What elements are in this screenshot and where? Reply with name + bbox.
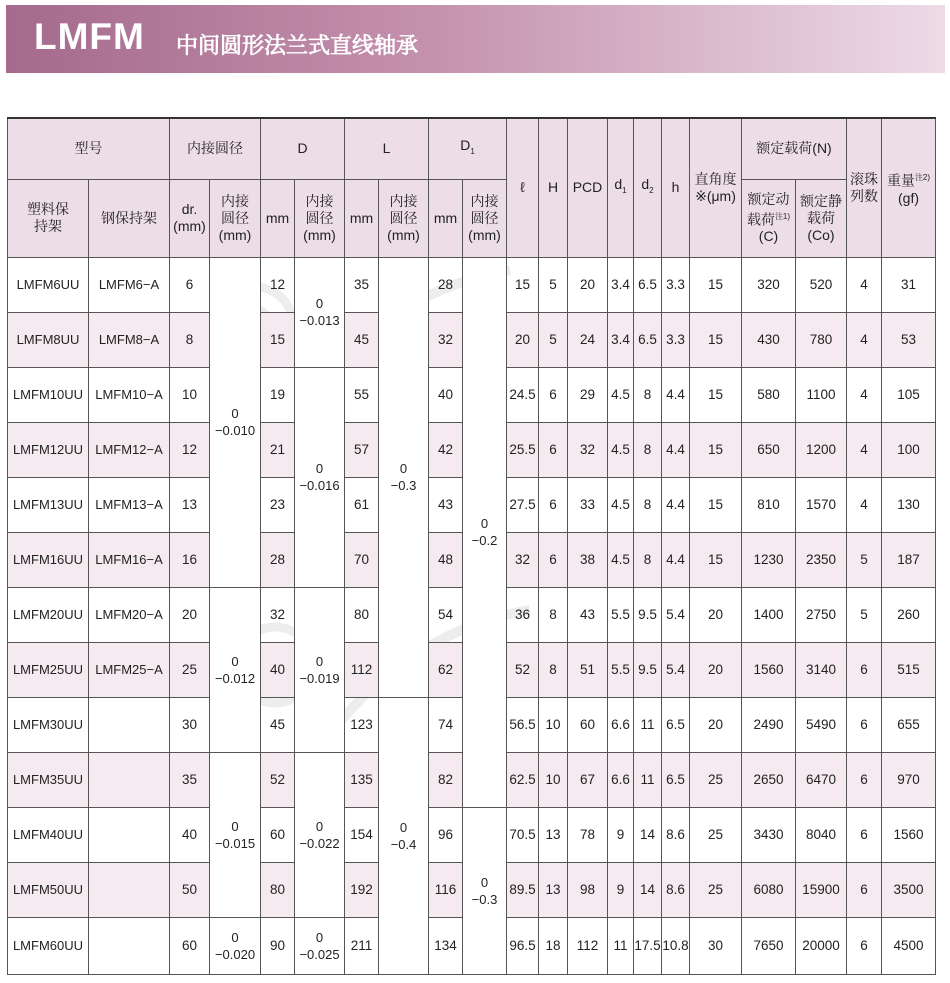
cell-d2: 9.5 — [634, 642, 662, 697]
header-h: h — [662, 118, 690, 257]
cell-static-load: 8040 — [796, 807, 847, 862]
cell-perpendicularity: 15 — [690, 312, 742, 367]
cell-dr-tolerance: 0 −0.012 — [210, 587, 261, 752]
cell-perpendicularity: 25 — [690, 807, 742, 862]
cell-dynamic-load: 3430 — [742, 807, 796, 862]
cell-plastic: LMFM60UU — [8, 917, 89, 974]
cell-h: 8.6 — [662, 862, 690, 917]
cell-dr: 50 — [170, 862, 210, 917]
cell-L-tolerance: 0 −0.3 — [379, 257, 429, 697]
cell-dr: 6 — [170, 257, 210, 312]
cell-dr: 20 — [170, 587, 210, 642]
cell-dr: 8 — [170, 312, 210, 367]
cell-perpendicularity: 15 — [690, 477, 742, 532]
cell-h: 3.3 — [662, 257, 690, 312]
cell-plastic: LMFM10UU — [8, 367, 89, 422]
header-dr-tolerance: 内接 圆径 (mm) — [210, 179, 261, 257]
cell-ell: 25.5 — [507, 422, 539, 477]
cell-D: 32 — [261, 587, 295, 642]
cell-PCD: 98 — [568, 862, 608, 917]
cell-d1: 6.6 — [608, 752, 634, 807]
cell-steel: LMFM20−A — [89, 587, 170, 642]
cell-d1: 11 — [608, 917, 634, 974]
cell-H: 6 — [539, 422, 568, 477]
header-d2: $d_2$ — [634, 118, 662, 257]
cell-static-load: 1200 — [796, 422, 847, 477]
cell-H: 10 — [539, 697, 568, 752]
cell-d2: 11 — [634, 697, 662, 752]
cell-ball-rows: 6 — [847, 807, 882, 862]
cell-D1: 96 — [429, 807, 463, 862]
cell-PCD: 33 — [568, 477, 608, 532]
cell-weight: 105 — [882, 367, 936, 422]
cell-D: 45 — [261, 697, 295, 752]
cell-D1-tolerance: 0 −0.2 — [463, 257, 507, 807]
cell-D: 28 — [261, 532, 295, 587]
header-D1: $D_1$ — [429, 118, 507, 179]
cell-weight: 3500 — [882, 862, 936, 917]
cell-H: 5 — [539, 257, 568, 312]
cell-PCD: 20 — [568, 257, 608, 312]
cell-weight: 100 — [882, 422, 936, 477]
cell-static-load: 2750 — [796, 587, 847, 642]
cell-plastic: LMFM16UU — [8, 532, 89, 587]
cell-h: 5.4 — [662, 587, 690, 642]
cell-dynamic-load: 1400 — [742, 587, 796, 642]
cell-dr-tolerance: 0 −0.010 — [210, 257, 261, 587]
cell-perpendicularity: 20 — [690, 587, 742, 642]
product-name: 中间圆形法兰式直线轴承 — [176, 34, 419, 59]
cell-d2: 9.5 — [634, 587, 662, 642]
cell-plastic: LMFM6UU — [8, 257, 89, 312]
cell-dynamic-load: 7650 — [742, 917, 796, 974]
cell-H: 10 — [539, 752, 568, 807]
cell-D: 60 — [261, 807, 295, 862]
cell-plastic: LMFM35UU — [8, 752, 89, 807]
cell-weight: 4500 — [882, 917, 936, 974]
cell-ball-rows: 4 — [847, 367, 882, 422]
cell-dynamic-load: 6080 — [742, 862, 796, 917]
cell-L: 211 — [345, 917, 379, 974]
cell-d1: 4.5 — [608, 477, 634, 532]
cell-L: 35 — [345, 257, 379, 312]
cell-weight: 31 — [882, 257, 936, 312]
cell-d2: 8 — [634, 367, 662, 422]
cell-L: 80 — [345, 587, 379, 642]
cell-weight: 515 — [882, 642, 936, 697]
cell-dynamic-load: 650 — [742, 422, 796, 477]
header-inscribed-diameter: 内接圆径 — [170, 118, 261, 179]
header-ball-rows: 滚珠 列数 — [847, 118, 882, 257]
cell-PCD: 51 — [568, 642, 608, 697]
cell-dr: 30 — [170, 697, 210, 752]
cell-h: 5.4 — [662, 642, 690, 697]
cell-L: 70 — [345, 532, 379, 587]
header-dynamic-load: 额定动 载荷$^{注1)}$ (C) — [742, 179, 796, 257]
cell-d1: 4.5 — [608, 532, 634, 587]
cell-steel: LMFM13−A — [89, 477, 170, 532]
cell-dynamic-load: 320 — [742, 257, 796, 312]
cell-ball-rows: 6 — [847, 642, 882, 697]
cell-plastic: LMFM25UU — [8, 642, 89, 697]
cell-d1: 4.5 — [608, 367, 634, 422]
cell-ball-rows: 6 — [847, 697, 882, 752]
header-d1: $d_1$ — [608, 118, 634, 257]
cell-L: 55 — [345, 367, 379, 422]
cell-L: 45 — [345, 312, 379, 367]
cell-weight: 655 — [882, 697, 936, 752]
cell-d2: 11 — [634, 752, 662, 807]
cell-ball-rows: 6 — [847, 752, 882, 807]
table-row — [8, 257, 936, 312]
header-static-load: 额定静 载荷 (Co) — [796, 179, 847, 257]
cell-H: 18 — [539, 917, 568, 974]
cell-ell: 62.5 — [507, 752, 539, 807]
cell-D-tolerance: 0 −0.016 — [295, 367, 345, 587]
cell-ell: 56.5 — [507, 697, 539, 752]
cell-H: 8 — [539, 587, 568, 642]
cell-D: 90 — [261, 917, 295, 974]
cell-static-load: 3140 — [796, 642, 847, 697]
cell-D: 21 — [261, 422, 295, 477]
cell-h: 6.5 — [662, 697, 690, 752]
cell-perpendicularity: 25 — [690, 862, 742, 917]
cell-steel — [89, 807, 170, 862]
cell-L: 154 — [345, 807, 379, 862]
cell-dr: 25 — [170, 642, 210, 697]
cell-steel — [89, 697, 170, 752]
cell-ball-rows: 5 — [847, 587, 882, 642]
cell-steel: LMFM12−A — [89, 422, 170, 477]
cell-D1: 134 — [429, 917, 463, 974]
cell-D-tolerance: 0 −0.025 — [295, 917, 345, 974]
cell-L: 123 — [345, 697, 379, 752]
cell-H: 6 — [539, 532, 568, 587]
cell-D: 80 — [261, 862, 295, 917]
cell-d1: 4.5 — [608, 422, 634, 477]
cell-h: 10.8 — [662, 917, 690, 974]
cell-d2: 8 — [634, 422, 662, 477]
spec-table — [7, 117, 936, 975]
cell-dr: 13 — [170, 477, 210, 532]
cell-D1: 62 — [429, 642, 463, 697]
cell-ball-rows: 4 — [847, 257, 882, 312]
cell-plastic: LMFM8UU — [8, 312, 89, 367]
cell-d1: 5.5 — [608, 642, 634, 697]
cell-d2: 17.5 — [634, 917, 662, 974]
cell-D: 19 — [261, 367, 295, 422]
cell-ball-rows: 4 — [847, 477, 882, 532]
cell-L: 61 — [345, 477, 379, 532]
cell-weight: 187 — [882, 532, 936, 587]
cell-static-load: 6470 — [796, 752, 847, 807]
cell-steel: LMFM16−A — [89, 532, 170, 587]
cell-d1: 6.6 — [608, 697, 634, 752]
cell-plastic: LMFM13UU — [8, 477, 89, 532]
cell-h: 4.4 — [662, 477, 690, 532]
cell-H: 5 — [539, 312, 568, 367]
header-D1-tolerance: 内接 圆径 (mm) — [463, 179, 507, 257]
cell-d2: 14 — [634, 807, 662, 862]
cell-ball-rows: 6 — [847, 917, 882, 974]
cell-ball-rows: 5 — [847, 532, 882, 587]
cell-dr: 40 — [170, 807, 210, 862]
cell-ell: 20 — [507, 312, 539, 367]
cell-D: 23 — [261, 477, 295, 532]
cell-D: 15 — [261, 312, 295, 367]
cell-H: 13 — [539, 807, 568, 862]
cell-PCD: 112 — [568, 917, 608, 974]
cell-L: 192 — [345, 862, 379, 917]
header-PCD: PCD — [568, 118, 608, 257]
cell-H: 8 — [539, 642, 568, 697]
header-D1-mm: mm — [429, 179, 463, 257]
cell-PCD: 67 — [568, 752, 608, 807]
cell-D-tolerance: 0 −0.022 — [295, 752, 345, 917]
cell-weight: 53 — [882, 312, 936, 367]
cell-ell: 70.5 — [507, 807, 539, 862]
cell-h: 6.5 — [662, 752, 690, 807]
cell-steel — [89, 862, 170, 917]
header-plastic-retainer: 塑料保 持架 — [8, 179, 89, 257]
cell-D1: 40 — [429, 367, 463, 422]
header-model: 型号 — [8, 118, 170, 179]
cell-d2: 6.5 — [634, 257, 662, 312]
cell-D: 40 — [261, 642, 295, 697]
cell-dynamic-load: 1230 — [742, 532, 796, 587]
cell-ell: 15 — [507, 257, 539, 312]
cell-plastic: LMFM50UU — [8, 862, 89, 917]
cell-steel: LMFM25−A — [89, 642, 170, 697]
cell-static-load: 20000 — [796, 917, 847, 974]
cell-dynamic-load: 580 — [742, 367, 796, 422]
cell-PCD: 24 — [568, 312, 608, 367]
cell-h: 8.6 — [662, 807, 690, 862]
cell-D1: 43 — [429, 477, 463, 532]
cell-PCD: 29 — [568, 367, 608, 422]
cell-d1: 3.4 — [608, 312, 634, 367]
cell-d2: 8 — [634, 532, 662, 587]
cell-dynamic-load: 430 — [742, 312, 796, 367]
cell-plastic: LMFM12UU — [8, 422, 89, 477]
title-banner — [6, 5, 945, 73]
cell-d2: 8 — [634, 477, 662, 532]
cell-D: 52 — [261, 752, 295, 807]
cell-weight: 260 — [882, 587, 936, 642]
cell-plastic: LMFM40UU — [8, 807, 89, 862]
cell-steel: LMFM6−A — [89, 257, 170, 312]
cell-D-tolerance: 0 −0.019 — [295, 587, 345, 752]
cell-ball-rows: 6 — [847, 862, 882, 917]
cell-PCD: 43 — [568, 587, 608, 642]
cell-weight: 1560 — [882, 807, 936, 862]
cell-ell: 24.5 — [507, 367, 539, 422]
header-rated-load: 额定载荷(N) — [742, 118, 847, 179]
cell-perpendicularity: 25 — [690, 752, 742, 807]
cell-ball-rows: 4 — [847, 422, 882, 477]
header-perpendicularity: 直角度 ※(μm) — [690, 118, 742, 257]
cell-perpendicularity: 15 — [690, 422, 742, 477]
header-D-mm: mm — [261, 179, 295, 257]
cell-dr: 10 — [170, 367, 210, 422]
cell-static-load: 5490 — [796, 697, 847, 752]
cell-weight: 130 — [882, 477, 936, 532]
cell-H: 6 — [539, 367, 568, 422]
cell-static-load: 1570 — [796, 477, 847, 532]
header-steel-retainer: 钢保持架 — [89, 179, 170, 257]
cell-h: 4.4 — [662, 532, 690, 587]
cell-perpendicularity: 15 — [690, 532, 742, 587]
cell-perpendicularity: 15 — [690, 257, 742, 312]
cell-steel: LMFM8−A — [89, 312, 170, 367]
cell-d1: 9 — [608, 807, 634, 862]
cell-dr-tolerance: 0 −0.020 — [210, 917, 261, 974]
cell-steel — [89, 752, 170, 807]
cell-L-tolerance: 0 −0.4 — [379, 697, 429, 974]
cell-h: 3.3 — [662, 312, 690, 367]
cell-D1: 32 — [429, 312, 463, 367]
cell-dr: 12 — [170, 422, 210, 477]
cell-ell: 36 — [507, 587, 539, 642]
cell-dr: 35 — [170, 752, 210, 807]
cell-ell: 96.5 — [507, 917, 539, 974]
cell-steel: LMFM10−A — [89, 367, 170, 422]
cell-steel — [89, 917, 170, 974]
cell-D1: 48 — [429, 532, 463, 587]
cell-dynamic-load: 810 — [742, 477, 796, 532]
cell-ell: 52 — [507, 642, 539, 697]
cell-dr-tolerance: 0 −0.015 — [210, 752, 261, 917]
cell-static-load: 15900 — [796, 862, 847, 917]
header-D-tolerance: 内接 圆径 (mm) — [295, 179, 345, 257]
cell-ball-rows: 4 — [847, 312, 882, 367]
header-L: L — [345, 118, 429, 179]
cell-dynamic-load: 2650 — [742, 752, 796, 807]
cell-D1-tolerance: 0 −0.3 — [463, 807, 507, 974]
cell-d1: 9 — [608, 862, 634, 917]
cell-L: 57 — [345, 422, 379, 477]
cell-ell: 89.5 — [507, 862, 539, 917]
cell-PCD: 60 — [568, 697, 608, 752]
header-D: D — [261, 118, 345, 179]
cell-static-load: 520 — [796, 257, 847, 312]
cell-h: 4.4 — [662, 367, 690, 422]
cell-h: 4.4 — [662, 422, 690, 477]
cell-dr: 16 — [170, 532, 210, 587]
cell-D1: 54 — [429, 587, 463, 642]
cell-weight: 970 — [882, 752, 936, 807]
cell-PCD: 38 — [568, 532, 608, 587]
product-code: LMFM — [34, 16, 145, 57]
header-L-tolerance: 内接 圆径 (mm) — [379, 179, 429, 257]
cell-PCD: 32 — [568, 422, 608, 477]
cell-d2: 6.5 — [634, 312, 662, 367]
cell-ell: 32 — [507, 532, 539, 587]
cell-d1: 5.5 — [608, 587, 634, 642]
cell-perpendicularity: 30 — [690, 917, 742, 974]
cell-perpendicularity: 20 — [690, 697, 742, 752]
cell-H: 13 — [539, 862, 568, 917]
cell-PCD: 78 — [568, 807, 608, 862]
header-H: H — [539, 118, 568, 257]
cell-L: 135 — [345, 752, 379, 807]
header-weight: 重量$^{注2)}$ (gf) — [882, 118, 936, 257]
cell-dynamic-load: 2490 — [742, 697, 796, 752]
header-ell: ℓ — [507, 118, 539, 257]
table-row — [8, 807, 936, 862]
header-L-mm: mm — [345, 179, 379, 257]
cell-perpendicularity: 20 — [690, 642, 742, 697]
cell-D1: 42 — [429, 422, 463, 477]
cell-D1: 74 — [429, 697, 463, 752]
cell-D1: 82 — [429, 752, 463, 807]
cell-dr: 60 — [170, 917, 210, 974]
cell-plastic: LMFM30UU — [8, 697, 89, 752]
cell-d1: 3.4 — [608, 257, 634, 312]
cell-static-load: 2350 — [796, 532, 847, 587]
cell-D1: 28 — [429, 257, 463, 312]
cell-perpendicularity: 15 — [690, 367, 742, 422]
cell-D: 12 — [261, 257, 295, 312]
cell-D-tolerance: 0 −0.013 — [295, 257, 345, 367]
cell-static-load: 1100 — [796, 367, 847, 422]
cell-L: 112 — [345, 642, 379, 697]
cell-static-load: 780 — [796, 312, 847, 367]
cell-D1: 116 — [429, 862, 463, 917]
cell-H: 6 — [539, 477, 568, 532]
cell-d2: 14 — [634, 862, 662, 917]
cell-dynamic-load: 1560 — [742, 642, 796, 697]
cell-ell: 27.5 — [507, 477, 539, 532]
cell-plastic: LMFM20UU — [8, 587, 89, 642]
header-dr: dr. (mm) — [170, 179, 210, 257]
